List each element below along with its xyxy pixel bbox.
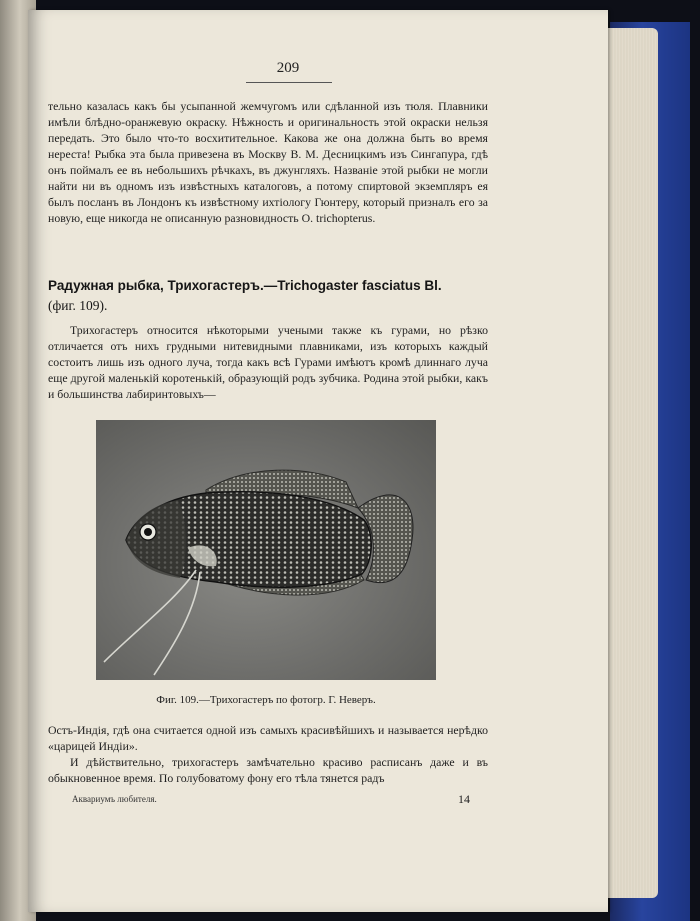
paragraph-4: И дѣйствительно, трихогастеръ замѣчательно красиво расписанъ даже и въ обыкновенное время. По голубоватому фону его тѣла тянется радъ	[48, 755, 488, 785]
paragraph-1: тельно казалась какъ бы усыпанной жемчугомъ или сдѣланной изъ тюля. Плавники имѣли блѣдно-оранжевую окраску. Нѣжность и оригинальность этой окраски нельзя передать. Это было что-то восхитительное. Какова же она должна быть во время нереста! Рыбка эта была привезена въ Москву В. М. Десницкимъ изъ Сингапура, гдѣ онъ поймалъ ее въ небольшихъ рѣчкахъ, въ джунгляхъ. Названіе этой рыбки не могли найти ни въ одномъ изъ извѣстныхъ каталоговъ, а потому спиртовой экземпляръ ея былъ посланъ въ Лондонъ къ извѣстному ихтіологу Гюнтеру, который призналъ его за новую, еще никогда не описанную разновидность O. trichopterus.	[48, 99, 488, 225]
section-heading-title: Радужная рыбка, Трихогастеръ.—Trichogaster fasciatus Bl.	[48, 278, 442, 293]
fish-photo	[96, 420, 436, 680]
book-page	[28, 10, 608, 912]
section-heading	[48, 276, 488, 316]
paragraph-2: Трихогастеръ относится нѣкоторыми учеными также къ гурами, но рѣзко отличается отъ нихъ грудными нитевидными плавниками, изъ которыхъ каждый состоитъ лишь изъ одного луча, тогда какъ всѣ Гурами имѣютъ кромѣ длиннаго луча еще другой маленькій коротенькій, образующій родъ зубчика. Родина этой рыбки, какъ и большинства лабиринтовыхъ—	[48, 323, 488, 401]
page-number: 209	[276, 60, 300, 76]
page-number-rule	[246, 82, 332, 83]
paragraph-3: Остъ-Индія, гдѣ она считается одной изъ самыхъ красивѣйшихъ и называется нерѣдко «царицей Индіи».	[48, 723, 488, 753]
signature-mark: 14	[458, 792, 470, 806]
fish-illustration	[96, 420, 436, 680]
section-heading-figure-ref: (фиг. 109).	[48, 298, 108, 313]
page-block-edges	[600, 28, 658, 898]
figure-caption: Фиг. 109.—Трихогастеръ по фотогр. Г. Неверъ.	[156, 694, 376, 706]
page-footer-title: Аквариумъ любителя.	[72, 794, 157, 804]
